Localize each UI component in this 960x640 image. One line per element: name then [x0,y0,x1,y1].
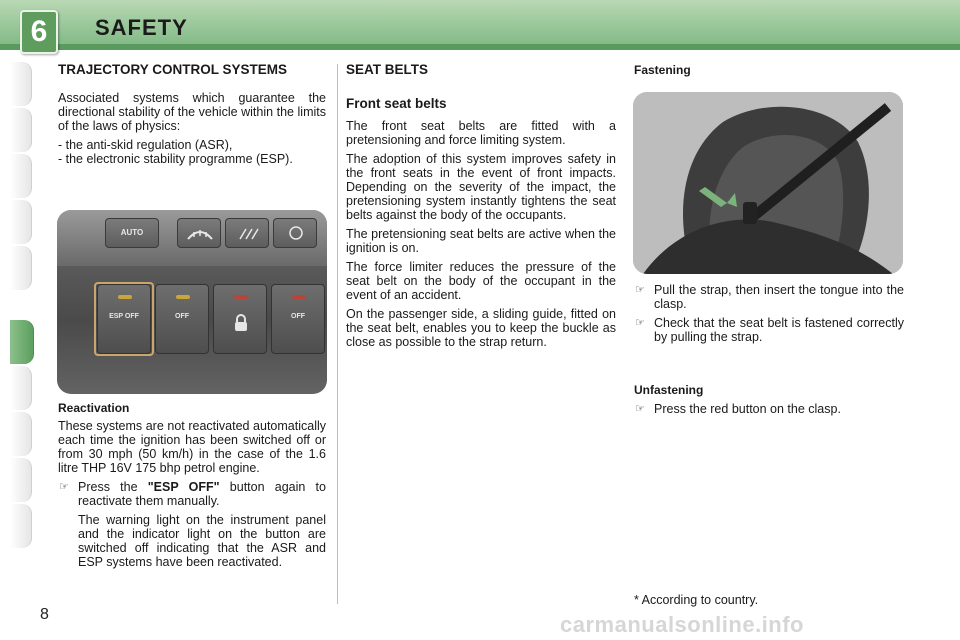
seat-belts-heading: SEAT BELTS [346,62,429,77]
alarm-off-label: OFF [291,313,305,320]
fastening-step-2 [634,316,904,344]
seat-airflow-icon [226,219,270,247]
watermark: carmanualsonline.info [560,612,804,637]
seat-belt-illustration [633,92,903,274]
chapter-tab-4[interactable] [10,200,32,244]
fastening-steps [634,283,904,349]
reactivation-bullet [58,480,326,508]
airflow-button [225,218,269,248]
esp-off-label: ESP OFF [109,313,139,320]
chapter-tab-strip [10,62,34,572]
hill-off-label: OFF [175,313,189,320]
hill-assist-button [155,284,209,354]
chapter-tab-3[interactable] [10,154,32,198]
fastening-step-1-text: Pull the strap, then insert the tongue into the clasp. [654,283,904,311]
chapter-tab-9[interactable] [10,458,32,502]
pointing-hand-icon: ☞ [635,317,645,329]
page-number: 8 [40,606,49,623]
esp-off-button-name: "ESP OFF" [147,480,220,494]
windscreen-defrost-icon [178,219,222,247]
trajectory-control-section [58,62,326,166]
unfastening-step-1 [634,402,904,416]
chapter-tab-7[interactable] [10,366,32,410]
seat-belts-section [346,62,616,354]
fastening-step-1 [634,283,904,311]
reactivation-note: The warning light on the instrument panel and the indicator light on the button are switched off indicating that the ASR and ESP systems have been reactivated. [78,513,326,569]
trajectory-intro: Associated systems which guarantee the directional stability of the vehicle within the limits of the laws of physics: [58,91,326,133]
esp-indicator-light [118,295,132,299]
chapter-number-badge[interactable]: 6 [20,10,58,54]
list-item-esp: - the electronic stability programme (ESP). [58,152,293,166]
bullet-prefix: Press the [78,480,148,494]
unfastening-heading: Unfastening [634,383,704,397]
bullet-suffix: button again to reactivate them manually. [78,480,326,508]
defrost-button [177,218,221,248]
seat-belt-photo [633,92,903,274]
section-title: SAFETY [95,15,188,40]
recirculation-icon [274,219,318,247]
chapter-tab-8[interactable] [10,412,32,456]
reactivation-section [58,401,326,569]
front-seat-belts-subheading: Front seat belts [346,96,447,111]
seat-belts-paragraph-4: The force limiter reduces the pressure of the seat belt on the body of the occupant in the event of an accident. [346,260,616,302]
lock-icon [232,313,250,333]
reactivation-heading: Reactivation [58,401,130,415]
console-buttons-illustration [57,210,327,394]
chapter-tab-2[interactable] [10,108,32,152]
alarm-button [271,284,325,354]
column-divider [337,64,338,604]
seat-belts-paragraph-1: The front seat belts are fitted with a pretensioning and force limiting system. [346,119,616,147]
header-rule [0,44,960,50]
fastening-heading: Fastening [634,63,691,77]
pointing-hand-icon: ☞ [635,284,645,296]
chapter-tab-6-active[interactable] [10,320,34,364]
chapter-tab-5[interactable] [10,246,32,290]
pointing-hand-icon: ☞ [635,403,645,415]
seat-belts-paragraph-5: On the passenger side, a sliding guide, fitted on the seat belt, enables you to keep the buckle as close as possible to the strap return. [346,307,616,349]
chapter-tab-1[interactable] [10,62,32,106]
lock-indicator-light [234,295,248,299]
pointing-hand-icon: ☞ [59,481,69,493]
trajectory-control-heading: TRAJECTORY CONTROL SYSTEMS [58,62,288,77]
list-item-asr: - the anti-skid regulation (ASR), [58,138,233,152]
seat-belts-paragraph-2: The adoption of this system improves safety in the front seats in the event of front impacts. Depending on the severity of the impact, the pretensioning system instantly tightens the seat belts against the body of the occupants. [346,152,616,222]
footnote: * According to country. [634,593,759,607]
child-lock-button [213,284,267,354]
unfastening-step-1-text: Press the red button on the clasp. [654,402,841,416]
seat-belts-paragraph-3: The pretensioning seat belts are active when the ignition is on. [346,227,616,255]
auto-button: AUTO [105,218,159,248]
hill-indicator-light [176,295,190,299]
alarm-indicator-light [292,295,306,299]
recirculation-button [273,218,317,248]
chapter-tab-10[interactable] [10,504,32,548]
esp-off-button [97,284,151,354]
fastening-step-2-text: Check that the seat belt is fastened correctly by pulling the strap. [654,316,904,344]
unfastening-section [634,383,904,421]
reactivation-text: These systems are not reactivated automatically each time the ignition has been switched off or from 30 mph (50 km/h) in the case of the 1.6 litre THP 16V 175 bhp petrol engine. [58,419,326,475]
